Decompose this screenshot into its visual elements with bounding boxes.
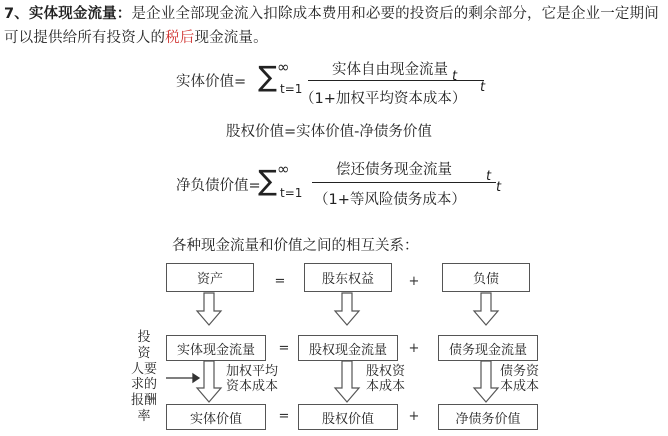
arrow-down-icon	[474, 293, 498, 325]
rate-label-line: 债务资	[500, 364, 540, 379]
side-label-line: 报酬	[130, 393, 157, 409]
denominator-1: （1+加权平均资本成本）	[300, 91, 467, 107]
formula-entity-value-lhs: 实体价值=	[176, 74, 247, 90]
box-entity-cash-flow: 实体现金流量	[166, 335, 266, 361]
lower-limit-1: t=1	[280, 82, 303, 96]
numerator-sub-1: t	[452, 69, 458, 84]
side-label-line: 投	[137, 330, 151, 345]
term-title: 实体现金流量	[28, 6, 117, 22]
plus-sign: +	[408, 409, 420, 424]
upper-limit-1: ∞	[277, 58, 290, 76]
section-number: 7、	[4, 6, 29, 22]
box-net-debt-value: 净债务价值	[438, 404, 538, 430]
box-debt-cash-flow: 债务现金流量	[438, 335, 538, 361]
denominator-sup-2: t	[496, 180, 502, 195]
box-entity-value: 实体价值	[166, 404, 266, 430]
side-label-line: 人要	[130, 361, 157, 377]
denominator-2: （1+等风险债务成本）	[314, 192, 466, 208]
intro-text-after: 现金流量。	[194, 30, 268, 46]
arrow-down-icon	[197, 361, 221, 402]
arrow-down-icon	[197, 293, 221, 325]
box-liabilities: 负债	[442, 263, 530, 292]
side-label-line: 求的	[130, 377, 157, 393]
rate-label-line: 资本成本	[226, 379, 279, 394]
lower-limit-2: t=1	[280, 186, 303, 200]
box-assets: 资产	[166, 263, 254, 292]
rate-label-cost-of-equity	[366, 364, 405, 394]
box-equity-value: 股权价值	[298, 404, 398, 430]
plus-sign: +	[408, 341, 420, 356]
diagram-title: 各种现金流量和价值之间的相互关系：	[172, 238, 419, 254]
sigma-symbol-2: ∑	[258, 164, 277, 197]
term-colon: ：	[116, 6, 132, 22]
arrow-down-icon	[335, 361, 359, 402]
arrow-down-icon	[335, 293, 359, 325]
rate-label-line: 股权资	[366, 364, 406, 379]
side-label-line: 资	[137, 345, 151, 361]
box-equity-cash-flow: 股权现金流量	[298, 335, 398, 361]
side-label-required-return	[124, 330, 164, 425]
rate-label-line: 本成本	[366, 379, 406, 394]
equals-sign: =	[278, 409, 290, 424]
equals-sign: =	[278, 341, 290, 356]
rate-label-line: 加权平均	[226, 364, 279, 379]
upper-limit-2: ∞	[277, 160, 290, 178]
rate-label-wacc	[226, 364, 278, 394]
arrow-down-icon	[474, 361, 498, 402]
denominator-sup-1: t	[480, 80, 486, 95]
intro-text-before: 是企业全部现金流入扣除成本费用和必要的投资后的剩余部分，它是企业一定期间可以提供给所有投资人的	[4, 6, 659, 46]
rate-label-line: 本成本	[500, 379, 540, 394]
highlight-after-tax: 税后	[165, 30, 195, 46]
sigma-symbol-1: ∑	[258, 60, 277, 93]
box-shareholder-equity: 股东权益	[304, 263, 392, 292]
formula-equity-value: 股权价值=实体价值-净债务价值	[226, 124, 432, 140]
numerator-2: 偿还债务现金流量	[336, 162, 452, 178]
plus-sign: +	[408, 274, 420, 289]
numerator-sub-2: t	[486, 169, 492, 184]
rate-label-cost-of-debt	[500, 364, 539, 394]
formula-net-debt-value-lhs: 净负债价值=	[176, 178, 261, 194]
equals-sign: =	[274, 274, 286, 289]
side-label-line: 率	[137, 408, 151, 424]
numerator-1: 实体自由现金流量	[332, 62, 448, 78]
